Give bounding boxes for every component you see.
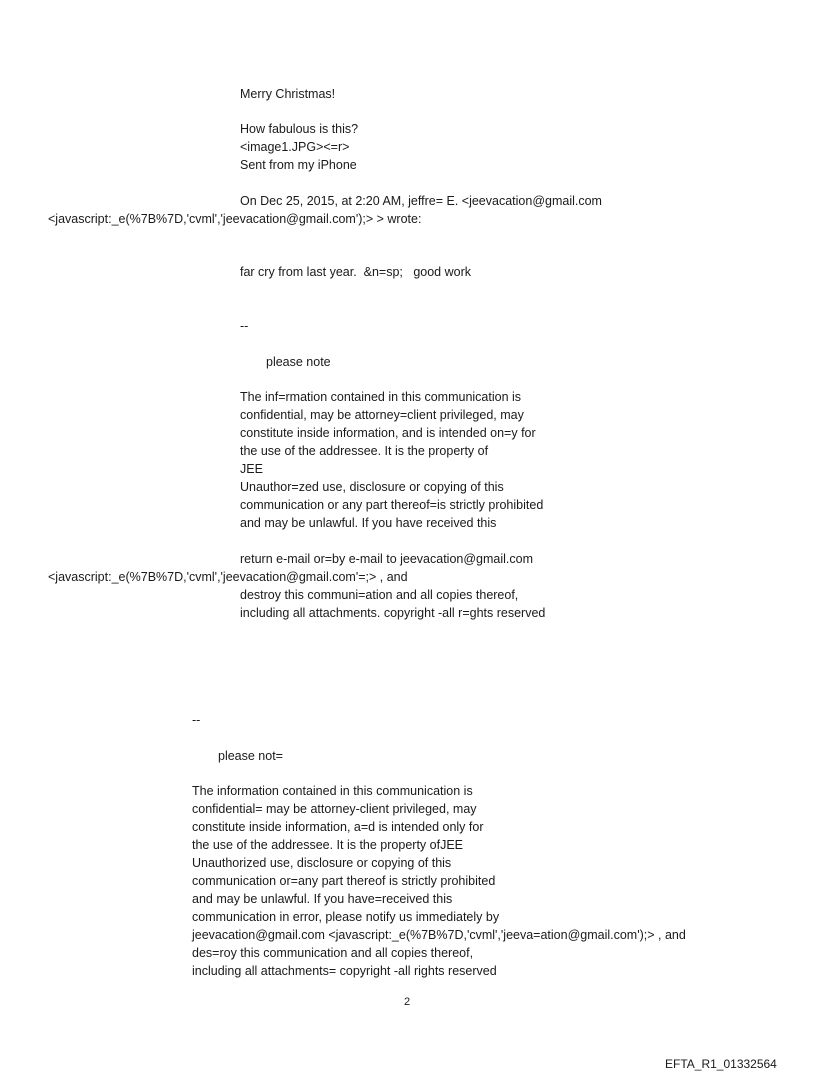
outer-disclaimer-line: communication or=any part thereof is strictly prohibited: [192, 874, 496, 888]
outer-disclaimer-line: constitute inside information, a=d is intended only for: [192, 820, 484, 834]
reply-body-text: far cry from last year. &n=sp; good work: [240, 265, 471, 279]
greeting-text: Merry Christmas!: [240, 87, 336, 101]
outer-disclaimer-line: jeevacation@gmail.com <javascript:_e(%7B%7D,'cvml','jeeva=ation@gmail.com');> , and: [192, 928, 686, 942]
disclaimer-line: the use of the addressee. It is the property of: [240, 444, 489, 458]
disclaimer-line: Unauthor=zed use, disclosure or copying of this: [240, 480, 504, 494]
document-reference-id: EFTA_R1_01332564: [665, 1057, 777, 1071]
sent-from-text: Sent from my iPhone: [240, 158, 357, 172]
outer-disclaimer-line: and may be unlawful. If you have=received this: [192, 892, 453, 906]
outer-disclaimer-line: communication in error, please notify us immediately by: [192, 910, 500, 924]
outer-disclaimer-line: The information contained in this communication is: [192, 784, 473, 798]
destroy-line: destroy this communi=ation and all copies thereof,: [240, 588, 519, 602]
disclaimer-line: and may be unlawful. If you have received this: [240, 516, 497, 530]
question-text: How fabulous is this?: [240, 122, 359, 136]
disclaimer-line: communication or any part thereof=is strictly prohibited: [240, 498, 544, 512]
outer-signature-separator: --: [192, 713, 201, 727]
disclaimer-line: JEE: [240, 462, 263, 476]
disclaimer-line: constitute inside information, and is intended on=y for: [240, 426, 536, 440]
copyright-line: including all attachments. copyright -all r=ghts reserved: [240, 606, 546, 620]
javascript-link-line: <javascript:_e(%7B%7D,'cvml','jeevacation@gmail.com'=;> , and: [48, 570, 408, 584]
signature-separator: --: [240, 319, 249, 333]
disclaimer-line: confidential, may be attorney=client privileged, may: [240, 408, 524, 422]
quote-header-line-1: On Dec 25, 2015, at 2:20 AM, jeffre= E. <jeevacation@gmail.com: [240, 194, 602, 208]
outer-disclaimer-line: confidential= may be attorney-client privileged, may: [192, 802, 477, 816]
outer-disclaimer-line: including all attachments= copyright -all rights reserved: [192, 964, 497, 978]
outer-please-note-heading: please not=: [218, 749, 283, 763]
outer-disclaimer-line: des=roy this communication and all copies thereof,: [192, 946, 474, 960]
return-email-line: return e-mail or=by e-mail to jeevacation@gmail.com: [240, 552, 534, 566]
outer-disclaimer-line: Unauthorized use, disclosure or copying of this: [192, 856, 452, 870]
disclaimer-line: The inf=rmation contained in this communication is: [240, 390, 522, 404]
please-note-heading: please note: [266, 355, 331, 369]
outer-disclaimer-line: the use of the addressee. It is the property ofJEE: [192, 838, 463, 852]
quote-header-line-2: <javascript:_e(%7B%7D,'cvml','jeevacation@gmail.com');> > wrote:: [48, 212, 422, 226]
page-number: 2: [404, 996, 411, 1008]
attachment-reference: <image1.JPG><=r>: [240, 140, 350, 154]
